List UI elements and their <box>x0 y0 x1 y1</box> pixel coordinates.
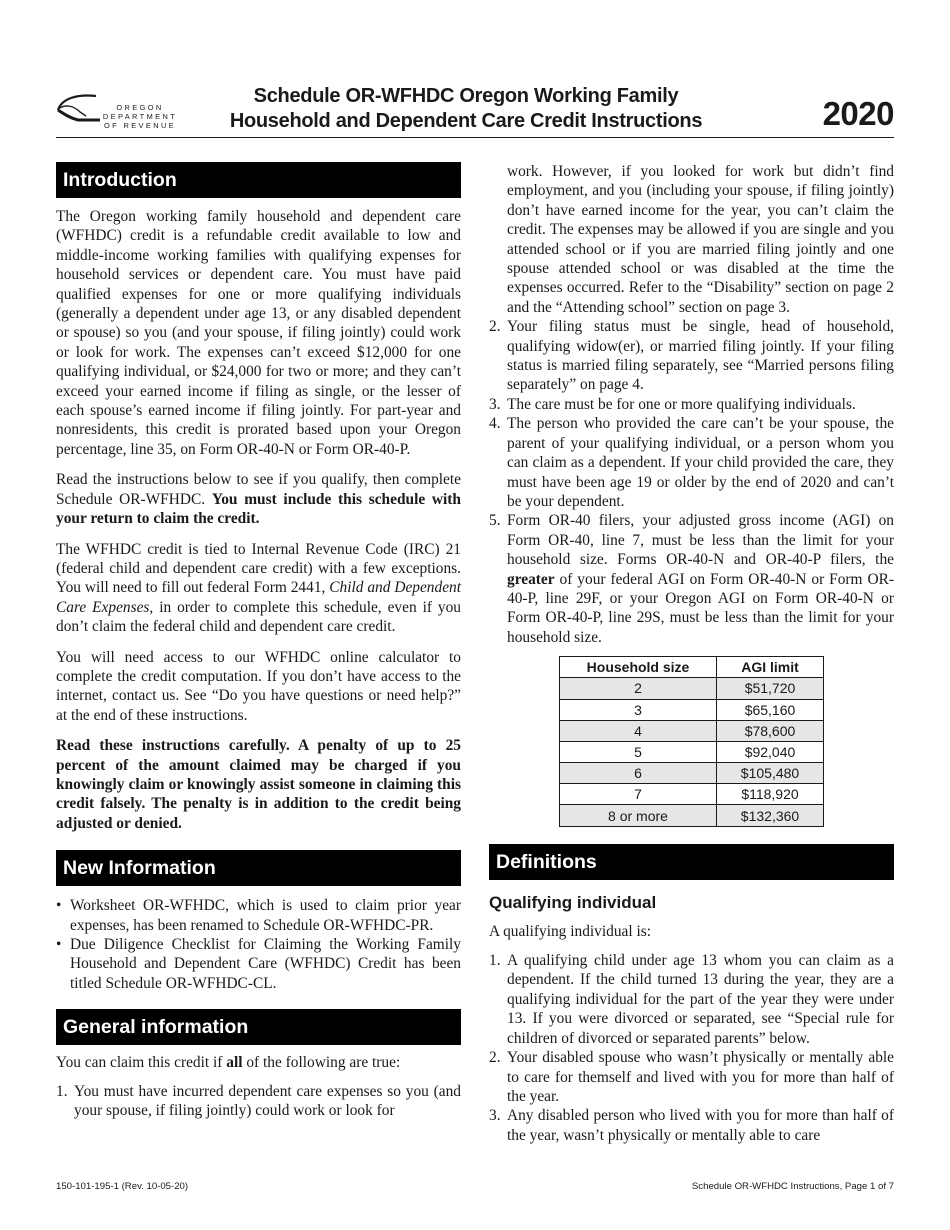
qualifying-item-2: Your disabled spouse who wasn’t physically or mentally able to care for themself and lived with you for more than half of the year. <box>507 1049 894 1105</box>
logo-line-department: DEPARTMENT <box>102 112 178 121</box>
list-item <box>489 1048 894 1106</box>
general-intro-a: You can claim this credit if <box>56 1054 227 1072</box>
list-item <box>489 395 894 414</box>
list-item <box>56 935 461 993</box>
intro-p2-text: Read the instructions below to see if you qualify, then complete Schedule OR-WFHDC. <box>56 471 461 508</box>
penalty-warning: Read these instructions carefully. A penalty of up to 25 percent of the amount claimed may be charged if you knowingly claim or knowingly assist someone in claiming this credit falsely. The penalty is in addition to the credit being adjusted or denied. <box>56 737 461 832</box>
item-number: 1. <box>56 1082 68 1100</box>
agi-limit-cell: $132,360 <box>717 805 824 826</box>
intro-p2-bold: You must include this schedule with your return to claim the credit. <box>56 490 461 528</box>
introduction-heading: Introduction <box>56 162 461 198</box>
household-size-cell: 2 <box>560 678 717 699</box>
left-column <box>56 162 461 1120</box>
bullet-icon: • <box>56 936 62 953</box>
table-row <box>560 784 824 805</box>
item-number: 2. <box>489 318 501 336</box>
household-size-cell: 5 <box>560 741 717 762</box>
agi-limit-table <box>559 656 824 827</box>
requirement-5-c: of your federal AGI on Form OR-40-N or Form OR-40-P, line 29F, or your Oregon AGI on Form OR-40-N or Form OR-40-P, line 29S, must be less than the limit for your household size. <box>507 570 894 646</box>
definitions-heading: Definitions <box>489 844 894 880</box>
item-number: 3. <box>489 395 501 413</box>
requirement-1-continued: work. However, if you looked for work but didn’t find employment, and you (including your spouse, if filing jointly) don’t have earned income for the year, you can’t claim the credit. The expenses may be allowed if you are single and you attended school or if you are married filing jointly and one spouse attended school or was disabled at the time the expenses occurred. Refer to the “Disability” section on page 2 and the “Attending school” section on page 3. <box>507 163 894 316</box>
tax-year: 2020 <box>822 95 894 132</box>
column-header-household-size: Household size <box>560 657 717 678</box>
general-intro <box>56 1053 461 1072</box>
household-size-cell: 6 <box>560 763 717 784</box>
document-title <box>216 84 716 134</box>
right-column <box>489 162 894 1145</box>
list-item <box>489 414 894 511</box>
logo-line-oregon: OREGON <box>116 103 164 112</box>
household-size-cell: 8 or more <box>560 805 717 826</box>
agi-limit-cell: $118,920 <box>717 784 824 805</box>
new-information-list <box>56 896 461 993</box>
agi-limit-cell: $65,160 <box>717 699 824 720</box>
requirement-2: Your filing status must be single, head of household, qualifying widow(er), or married filing jointly. If your filing status is married filing separately, see “Married persons filing separately” on page 4. <box>507 318 894 394</box>
qualifying-item-3: Any disabled person who lived with you for more than half of the year, wasn’t physically or mentally able to care <box>507 1107 894 1144</box>
general-intro-c: of the following are true: <box>242 1054 401 1072</box>
general-requirements-list-left <box>56 1082 461 1121</box>
item-number: 3. <box>489 1107 501 1125</box>
table-row <box>560 678 824 699</box>
logo-text <box>102 103 178 130</box>
general-information-heading: General information <box>56 1009 461 1045</box>
general-requirements-list-right <box>489 162 894 647</box>
new-information-heading: New Information <box>56 850 461 886</box>
list-item <box>489 317 894 395</box>
household-size-cell: 7 <box>560 784 717 805</box>
new-info-item-1: Worksheet OR-WFHDC, which is used to claim prior year expenses, has been renamed to Schedule OR-WFHDC-PR. <box>70 897 461 934</box>
list-item <box>56 1082 461 1121</box>
agi-limit-cell: $105,480 <box>717 763 824 784</box>
requirement-5-greater: greater <box>507 570 555 588</box>
requirement-1-start: You must have incurred dependent care expenses so you (and your spouse, if filing jointly) could work or look for <box>74 1082 461 1120</box>
table-row <box>560 699 824 720</box>
agi-limit-cell: $92,040 <box>717 741 824 762</box>
title-line-2: Household and Dependent Care Credit Instructions <box>229 110 703 132</box>
intro-paragraph-2 <box>56 470 461 528</box>
title-line-1: Schedule OR-WFHDC Oregon Working Family <box>253 85 679 107</box>
list-item <box>56 896 461 935</box>
list-item <box>489 162 894 317</box>
page-header <box>56 84 894 138</box>
qualifying-individual-list <box>489 951 894 1145</box>
table-row <box>560 720 824 741</box>
intro-paragraph-1: The Oregon working family household and dependent care (WFHDC) credit is a refundable credit available to low and middle-income working families with qualifying expenses for household services or dependent care. You must have paid qualified expenses for one or more qualifying individuals (generally a dependent under age 13, or any disabled dependent or spouse) so you (and your spouse, if filing jointly) could work or look for work. The expenses can’t exceed $12,000 for one qualifying individual, or $24,000 for two or more; and they can’t exceed your earned income if filing as single, or the lesser of each spouse’s earned income if filing jointly. For part-year and nonresidents, this credit is prorated based upon your Oregon percentage, line 35, on Form OR-40-N or Form OR-40-P. <box>56 208 461 458</box>
qualifying-individual-intro: A qualifying individual is: <box>489 922 652 940</box>
column-header-agi-limit: AGI limit <box>717 657 824 678</box>
requirement-3: The care must be for one or more qualifying individuals. <box>507 395 856 413</box>
general-intro-all: all <box>226 1054 243 1072</box>
qualifying-item-1: A qualifying child under age 13 whom you can claim as a dependent. If the child turned 13 during the year, they are a qualifying individual for the part of the year they were under 13. If you were divorced or separated, see “Special rule for children of divorced or separated parents” below. <box>507 952 894 1047</box>
list-item <box>489 951 894 1048</box>
item-number: 5. <box>489 512 501 530</box>
agi-limit-cell: $78,600 <box>717 720 824 741</box>
table-row <box>560 763 824 784</box>
item-number: 4. <box>489 415 501 433</box>
oregon-map-logo-icon <box>56 90 104 124</box>
household-size-cell: 3 <box>560 699 717 720</box>
household-size-cell: 4 <box>560 720 717 741</box>
page-number: Schedule OR-WFHDC Instructions, Page 1 of 7 <box>691 1181 894 1192</box>
intro-paragraph-3 <box>56 540 461 637</box>
list-item <box>489 511 894 647</box>
list-item <box>489 1106 894 1145</box>
intro-p3-text-a: The WFHDC credit is tied to Internal Revenue Code (IRC) 21 (federal child and dependent care credit) with a few exceptions. You will need to fill out federal Form 2441, <box>56 540 461 597</box>
requirement-5-a: Form OR-40 filers, your adjusted gross income (AGI) on Form OR-40, line 7, must be less than the limit for your household size. Forms OR-40-N and OR-40-P filers, the <box>507 512 894 569</box>
new-info-item-2: Due Diligence Checklist for Claiming the Working Family Household and Dependent Care (WFHDC) Credit has been titled Schedule OR-WFHDC-CL. <box>70 936 461 992</box>
item-number: 2. <box>489 1049 501 1067</box>
oregon-dor-logo <box>56 90 176 130</box>
requirement-4: The person who provided the care can’t be your spouse, the parent of your qualifying individual, or a person whom you can claim as a dependent. If your child provided the care, they must have been age 19 or older by the end of 2020 and can’t be your dependent. <box>507 415 894 510</box>
table-header-row <box>560 657 824 678</box>
qualifying-individual-subheading: Qualifying individual <box>489 892 657 912</box>
bullet-icon: • <box>56 897 62 915</box>
logo-line-of-revenue: OF REVENUE <box>103 121 177 130</box>
table-row <box>560 805 824 826</box>
form-number: 150-101-195-1 (Rev. 10-05-20) <box>56 1181 189 1192</box>
intro-paragraph-4: You will need access to our WFHDC online calculator to complete the credit computation. If you don’t have access to the internet, contact us. See “Do you have questions or need help?” at the end of these instructions. <box>56 648 461 724</box>
form-2441-title: Child and Dependent Care Expenses, <box>56 579 462 616</box>
intro-p3-text-c: in order to complete this schedule, even if you don’t claim the federal child and dependent care credit. <box>56 598 462 636</box>
item-number: 1. <box>489 952 501 970</box>
table-row <box>560 741 824 762</box>
agi-limit-cell: $51,720 <box>717 678 824 699</box>
